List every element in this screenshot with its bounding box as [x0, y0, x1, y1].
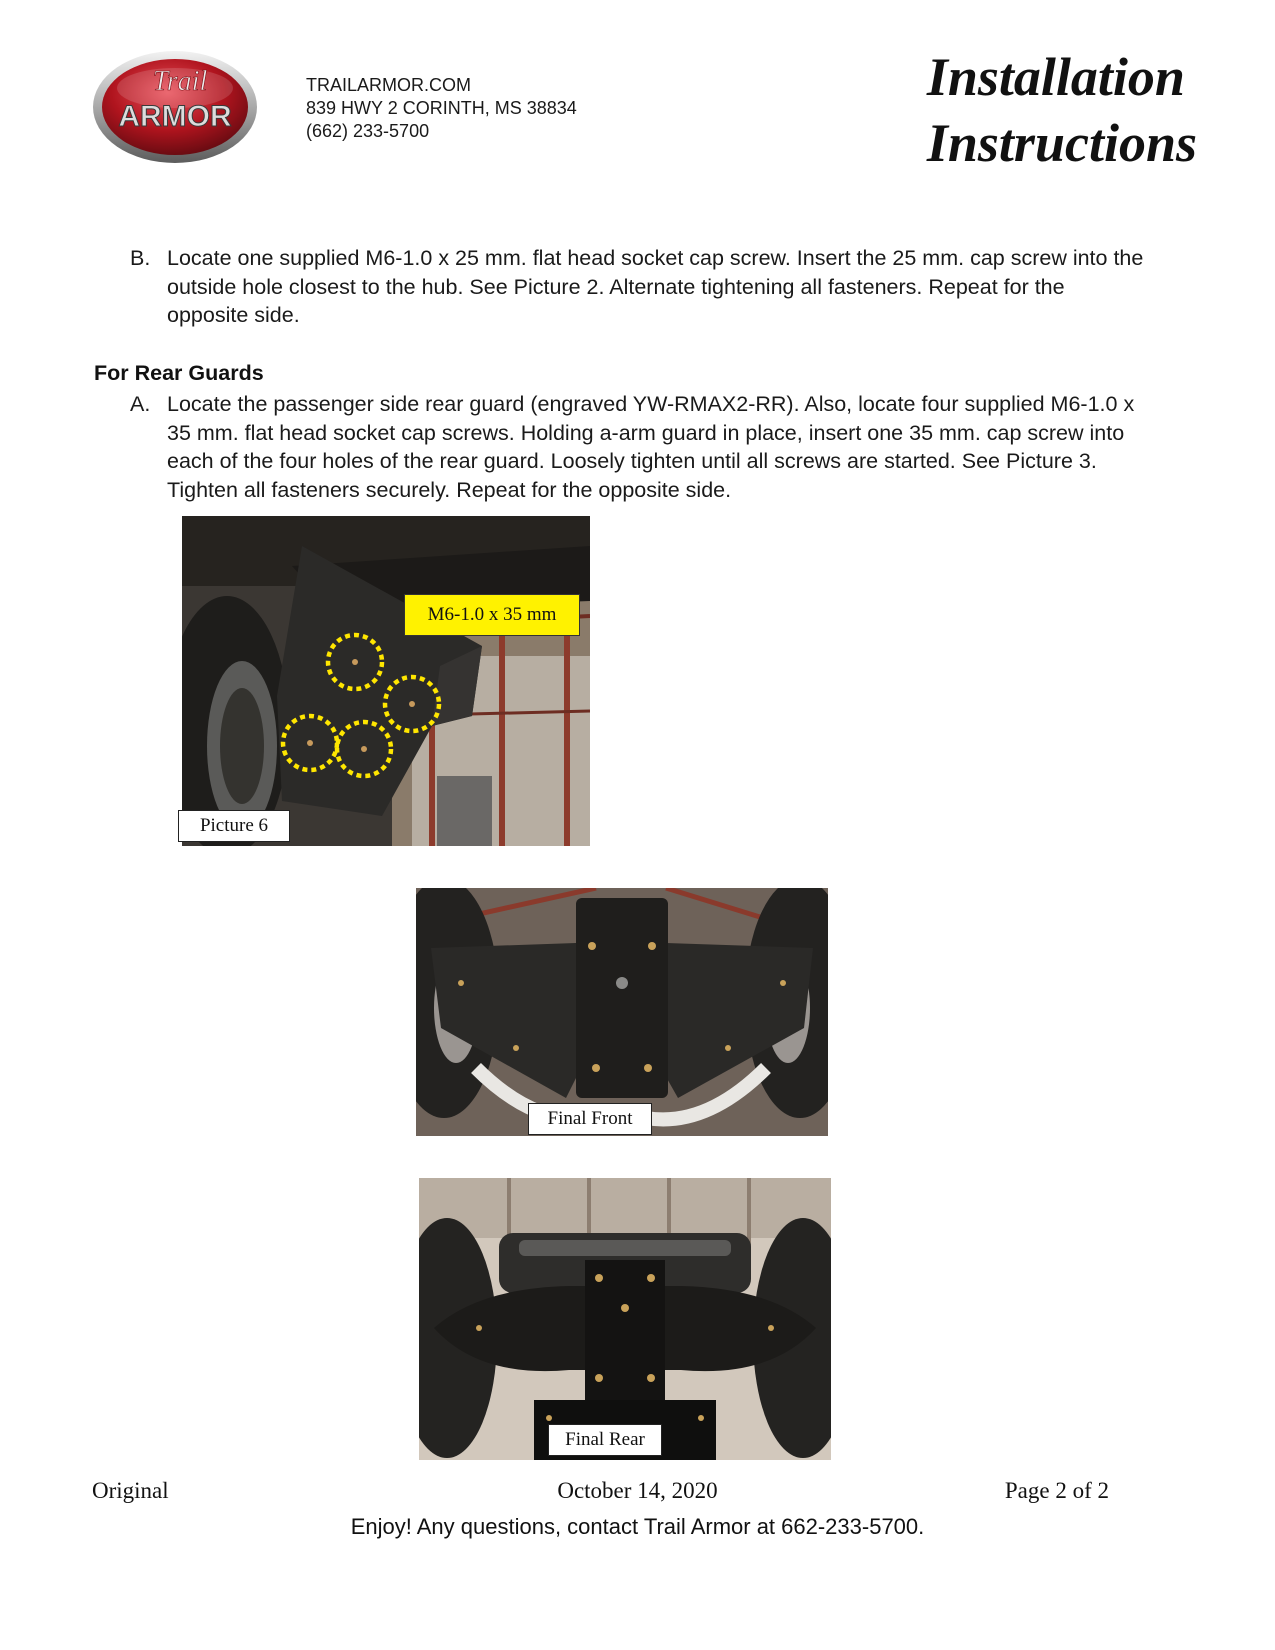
- final-rear-photo: [419, 1178, 831, 1460]
- logo-text-bottom: ARMOR: [118, 100, 232, 133]
- address-text: 839 HWY 2 CORINTH, MS 38834: [306, 98, 577, 118]
- footer-page-number: Page 2 of 2: [1004, 1478, 1109, 1503]
- website-text: TRAILARMOR.COM: [306, 75, 472, 95]
- rear-guards-heading: For Rear Guards: [94, 361, 264, 385]
- title-line-2: Instructions: [926, 113, 1197, 173]
- step-letter: B.: [130, 246, 151, 270]
- step-text: Locate one supplied M6-1.0 x 25 mm. flat head socket cap screw. Insert the 25 mm. cap screw into the outside hole closest to the hub. See Picture 2. Alternate tightening all fasteners. Repeat for the opposite side.: [167, 246, 1144, 327]
- final-front-caption: Final Front: [528, 1103, 652, 1135]
- company-contact: [306, 74, 577, 143]
- trail-armor-logo: [90, 48, 260, 166]
- document-title: [927, 44, 1197, 176]
- front-step-b: [130, 244, 1190, 334]
- picture-6-caption: Picture 6: [178, 810, 290, 842]
- step-text: Locate the passenger side rear guard (engraved YW-RMAX2-RR). Also, locate four supplied M6-1.0 x 35 mm. flat head socket cap screws. Holding a-arm guard in place, insert one 35 mm. cap screw into each of the four holes of the rear guard. Loosely tighten until all screws are started. See Picture 3. Tighten all fasteners securely. Repeat for the opposite side.: [167, 392, 1135, 502]
- screw-size-callout: M6-1.0 x 35 mm: [404, 594, 580, 636]
- rear-step-a: [130, 390, 1190, 510]
- final-rear-caption: Final Rear: [548, 1424, 662, 1456]
- footer-date: October 14, 2020: [557, 1478, 718, 1503]
- footer-version: Original: [92, 1478, 169, 1503]
- step-letter: A.: [130, 392, 151, 416]
- footer-contact-line: Enjoy! Any questions, contact Trail Armor at 662-233-5700.: [350, 1514, 925, 1539]
- final-front-photo: [416, 888, 828, 1136]
- title-line-1: Installation: [926, 47, 1185, 107]
- phone-text: (662) 233-5700: [306, 121, 430, 141]
- logo-text-top: Trail: [152, 66, 208, 97]
- picture-6-photo: [182, 516, 590, 846]
